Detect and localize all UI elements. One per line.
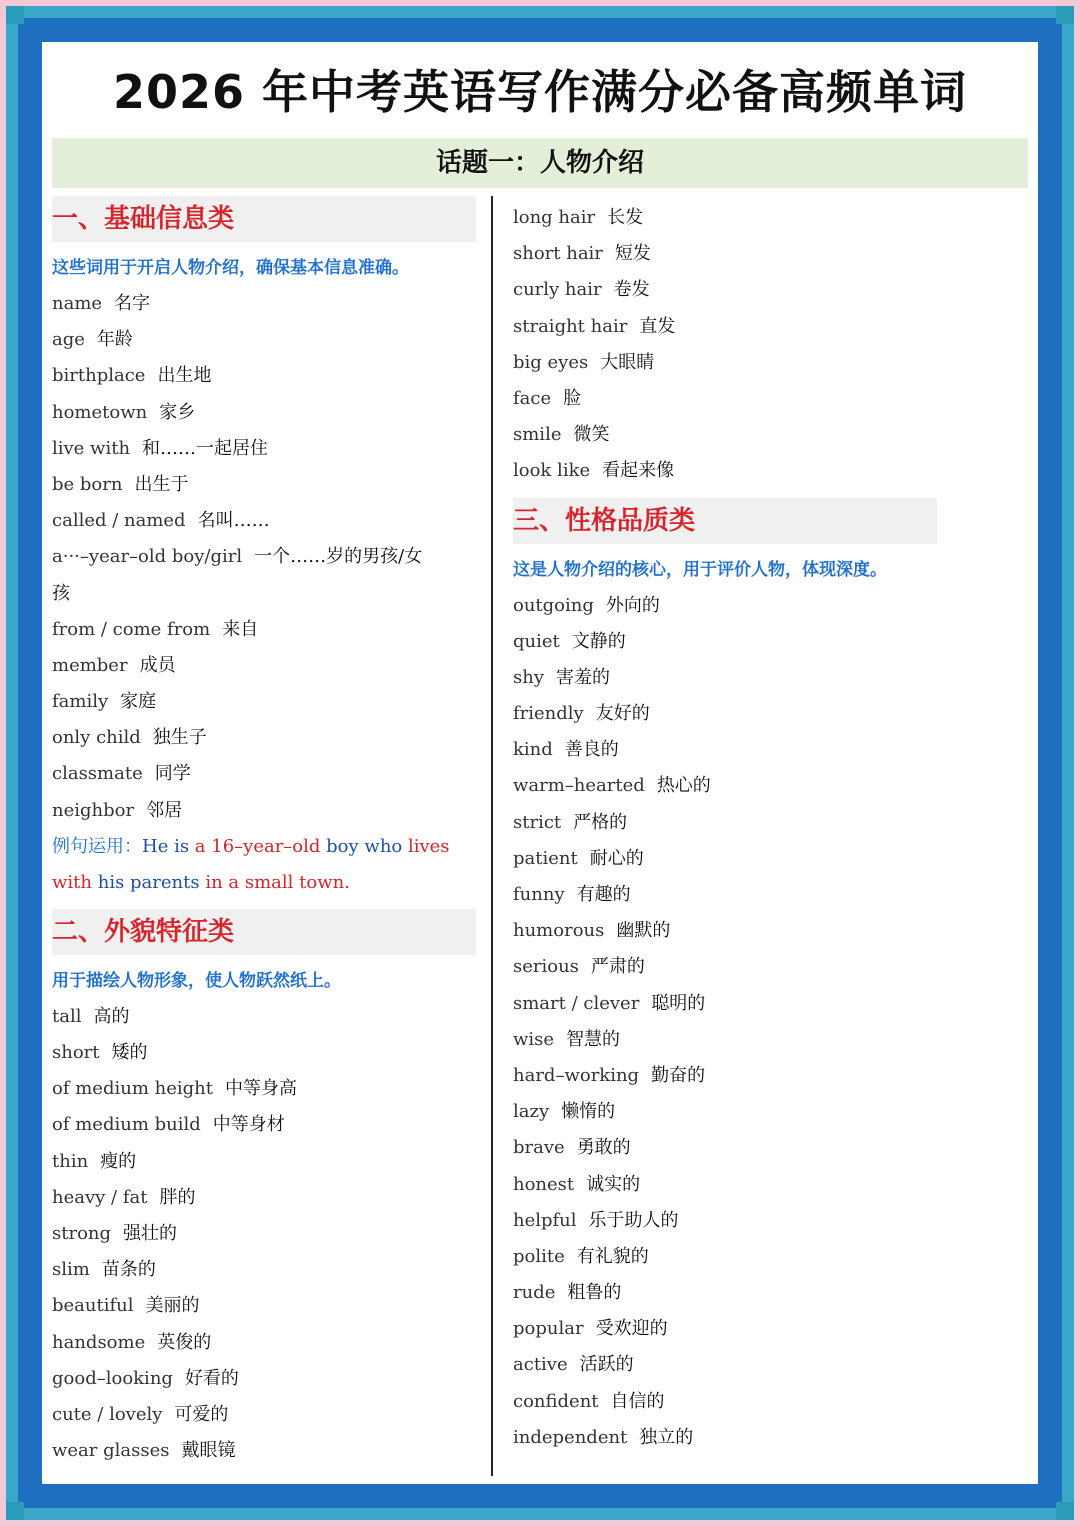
english-word: be born [52,473,123,495]
word-entry [52,539,476,575]
left-column [52,196,476,1469]
word-entry [52,999,476,1035]
section-desc-basic: 这些词用于开启人物介绍，确保基本信息准确。 [52,258,409,278]
chinese-meaning: 微笑 [573,424,610,446]
word-entry [513,453,937,489]
chinese-meaning: 热心的 [656,775,711,797]
chinese-meaning: 乐于助人的 [588,1209,679,1231]
chinese-meaning: 善良的 [564,739,619,761]
english-word: kind [513,739,553,761]
chinese-meaning: 受欢迎的 [595,1318,668,1340]
corner-decoration [1056,6,1074,24]
english-word: age [52,329,85,351]
chinese-meaning: 严肃的 [590,956,645,978]
appearance-word-list-cont [513,200,937,490]
chinese-meaning: 家乡 [159,401,196,423]
english-word: funny [513,884,565,905]
word-entry [513,660,937,696]
word-entry [52,793,476,829]
chinese-meaning: 粗鲁的 [567,1282,622,1304]
english-word: popular [513,1318,584,1340]
english-word: birthplace [52,365,146,387]
english-word: smart / clever [513,992,640,1014]
word-entry [52,1216,476,1252]
chinese-meaning: 名字 [114,293,151,314]
english-word: cute / lovely [52,1403,163,1425]
english-word: hometown [52,401,148,423]
chinese-meaning: 来自 [222,618,259,640]
chinese-meaning: 脸 [563,387,582,409]
corner-decoration [1056,1502,1074,1520]
word-entry [52,1433,476,1469]
word-entry [52,467,476,503]
english-word: tall [52,1005,82,1027]
corner-decoration [6,1502,24,1520]
example-highlight: a 16–year–old [194,835,321,857]
chinese-meaning: 活跃的 [579,1354,634,1376]
english-word: classmate [52,763,143,785]
section-heading-personality: 三、性格品质类 [513,498,937,544]
english-word: smile [513,424,562,446]
word-entry [52,1071,476,1107]
word-entry [513,272,937,308]
word-entry [52,756,476,792]
english-word: good–looking [52,1367,173,1389]
word-entry [513,986,937,1022]
english-word: big eyes [513,351,589,373]
example-text: He is [142,835,195,857]
word-entry [513,841,937,877]
english-word: honest [513,1173,575,1195]
word-entry [513,1058,937,1094]
word-entry [52,576,476,612]
word-entry [513,1347,937,1383]
chinese-meaning: 同学 [154,763,191,785]
english-word: curly hair [513,279,602,301]
section-heading-appearance: 二、外貌特征类 [52,909,476,955]
chinese-meaning: 有礼貌的 [576,1245,649,1267]
word-entry [513,1167,937,1203]
word-entry [513,768,937,804]
word-entry [513,200,937,236]
english-word: face [513,387,552,409]
example-sentence [52,829,476,901]
english-word: hard–working [513,1064,640,1086]
word-entry [52,648,476,684]
word-entry [513,624,937,660]
chinese-meaning: 友好的 [595,703,650,725]
chinese-meaning: 一个……岁的男孩/女 [254,546,423,568]
chinese-meaning: 短发 [614,243,651,265]
word-entry [513,1130,937,1166]
english-word: called / named [52,510,186,532]
word-entry [513,1094,937,1130]
chinese-meaning: 耐心的 [589,847,644,869]
english-word: brave [513,1137,565,1159]
english-word: long hair [513,207,596,228]
english-word: member [52,654,128,676]
example-highlight: in a small town. [205,871,350,893]
english-word: neighbor [52,799,135,821]
chinese-meaning: 年龄 [96,329,133,351]
chinese-meaning: 英俊的 [157,1331,212,1353]
english-word: helpful [513,1209,577,1231]
word-entry [513,913,937,949]
word-entry [52,1035,476,1071]
chinese-meaning: 邻居 [146,799,183,821]
word-entry [513,1203,937,1239]
word-entry [52,358,476,394]
word-entry [513,1022,937,1058]
chinese-meaning: 外向的 [605,594,660,616]
english-word: wear glasses [52,1440,170,1462]
word-entry [52,322,476,358]
english-word: warm–hearted [513,775,645,797]
chinese-meaning: 大眼睛 [600,351,655,373]
example-text: his parents [92,871,206,893]
english-word: beautiful [52,1295,134,1317]
chinese-meaning: 名叫…… [197,510,270,532]
english-word: strict [513,811,562,833]
english-word: short [52,1042,100,1063]
chinese-meaning: 胖的 [159,1186,196,1208]
english-word: strong [52,1222,112,1244]
chinese-meaning: 家庭 [120,691,157,713]
section-desc-personality: 这是人物介绍的核心，用于评价人物，体现深度。 [513,559,887,580]
chinese-meaning: 看起来像 [602,460,675,482]
chinese-meaning: 强壮的 [123,1222,178,1244]
chinese-meaning: 长发 [607,207,644,228]
chinese-meaning: 出生于 [134,473,189,495]
chinese-meaning: 和……一起居住 [142,437,269,459]
example-text: boy who [320,835,408,857]
word-entry [52,612,476,648]
chinese-meaning: 戴眼镜 [181,1440,236,1462]
chinese-meaning: 害羞的 [556,666,610,688]
english-word: patient [513,847,578,869]
example-highlight: with [52,871,92,893]
english-word: outgoing [513,594,594,616]
chinese-meaning: 成员 [139,654,176,676]
word-entry [513,949,937,985]
word-entry [513,588,937,624]
english-word: a···–year–old boy/girl [52,546,243,568]
word-entry [513,345,937,381]
word-entry [52,1144,476,1180]
page-title: 2026 年中考英语写作满分必备高频单词 [112,65,968,119]
chinese-meaning: 矮的 [111,1042,148,1063]
word-entry [513,1311,937,1347]
word-entry [52,1325,476,1361]
english-word: heavy / fat [52,1186,148,1208]
chinese-meaning: 智慧的 [566,1028,621,1050]
chinese-meaning: 严格的 [573,811,628,833]
chinese-meaning: 勇敢的 [576,1137,631,1159]
word-entry [513,805,937,841]
personality-word-list [513,588,937,1457]
word-entry [52,1252,476,1288]
chinese-meaning: 直发 [639,315,676,337]
section-heading-basic: 一、基础信息类 [52,196,476,242]
english-word: wise [513,1028,555,1050]
word-entry [52,286,476,322]
chinese-meaning: 诚实的 [586,1173,641,1195]
column-divider [491,196,493,1476]
word-entry [52,503,476,539]
chinese-meaning: 自信的 [610,1390,665,1412]
english-word: look like [513,460,591,482]
word-entry [513,236,937,272]
english-word: rude [513,1282,556,1304]
chinese-meaning: 卷发 [613,279,650,301]
english-word: lazy [513,1101,550,1123]
english-word: only child [52,727,141,749]
english-word: family [52,691,109,713]
word-entry [513,1275,937,1311]
section-desc-appearance: 用于描绘人物形象，使人物跃然纸上。 [52,970,341,991]
word-entry [513,877,937,913]
english-word: polite [513,1245,565,1267]
english-word: of medium height [52,1078,213,1100]
english-word: friendly [513,703,584,725]
english-word: live with [52,437,131,459]
english-word: of medium build [52,1114,201,1136]
word-entry [52,1361,476,1397]
english-word: quiet [513,630,560,652]
word-entry [52,1288,476,1324]
chinese-meaning: 美丽的 [145,1295,200,1317]
word-entry [513,1384,937,1420]
chinese-meaning: 独生子 [152,727,207,749]
example-highlight: lives [407,835,450,857]
word-entry [52,1107,476,1143]
word-entry [52,395,476,431]
chinese-meaning: 有趣的 [576,884,631,905]
english-word: handsome [52,1331,146,1353]
word-entry [513,1420,937,1456]
english-word: from / come from [52,618,211,640]
english-word: short hair [513,243,603,265]
chinese-meaning: 中等身高 [224,1078,297,1100]
right-column [513,196,937,1456]
chinese-meaning: 可爱的 [174,1403,229,1425]
english-word: straight hair [513,315,628,337]
chinese-meaning: 高的 [93,1005,130,1027]
word-entry [513,696,937,732]
chinese-meaning: 苗条的 [101,1259,156,1281]
english-word: slim [52,1259,90,1281]
word-entry [513,1239,937,1275]
chinese-meaning: 瘦的 [100,1150,137,1172]
chinese-meaning: 聪明的 [651,992,706,1014]
chinese-meaning: 孩 [52,582,70,604]
word-entry [52,1397,476,1433]
word-entry [52,720,476,756]
english-word: independent [513,1426,628,1448]
chinese-meaning: 懒惰的 [561,1101,616,1123]
corner-decoration [6,6,24,24]
example-label: 例句运用： [52,835,142,857]
word-entry [513,381,937,417]
word-entry [513,732,937,768]
basic-word-list [52,286,476,829]
chinese-meaning: 文静的 [571,630,626,652]
word-entry [513,309,937,345]
chinese-meaning: 出生地 [157,365,212,387]
word-entry [52,684,476,720]
topic-banner: 话题一：人物介绍 [52,138,1028,188]
english-word: name [52,293,103,314]
word-entry [52,1180,476,1216]
chinese-meaning: 中等身材 [212,1114,285,1136]
chinese-meaning: 独立的 [639,1426,694,1448]
english-word: shy [513,666,544,688]
word-entry [513,417,937,453]
chinese-meaning: 幽默的 [616,920,671,942]
english-word: active [513,1354,568,1376]
english-word: thin [52,1150,89,1172]
chinese-meaning: 勤奋的 [651,1064,706,1086]
appearance-word-list [52,999,476,1469]
english-word: confident [513,1390,599,1412]
word-entry [52,431,476,467]
english-word: humorous [513,920,605,942]
english-word: serious [513,956,579,978]
chinese-meaning: 好看的 [184,1367,239,1389]
